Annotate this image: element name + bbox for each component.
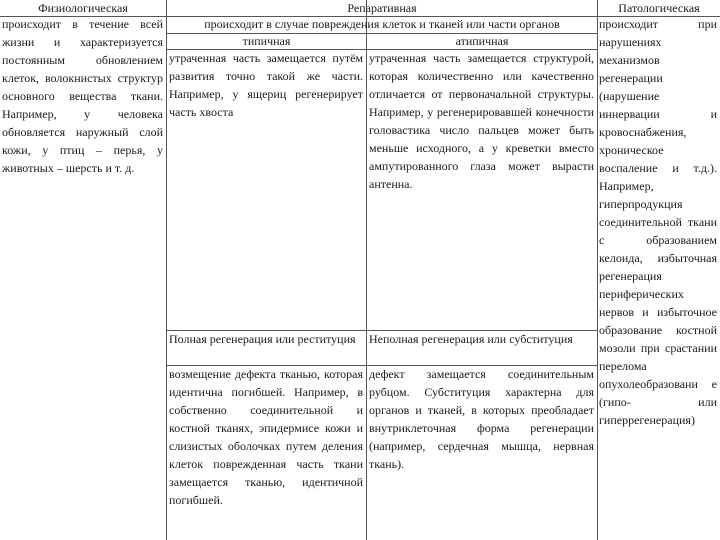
atypical-text: утраченная часть замещается структурой, которая количественно или качественно отличается от первоначальной структуры. Например, у регенерировавшей конечности головастика число пальцев может быть меньше исходного, а у креветки вместо ампутированного глаза может вырасти антенна. bbox=[369, 51, 594, 191]
physiological-text: происходит в течение всей жизни и характеризуется постоянным обновлением клеток, волокнистых структур основного вещества ткани. Например, у человека обновляется наружный слой кожи, у птиц – перья, у животных – шерсть и т. д. bbox=[2, 17, 163, 175]
grid-line bbox=[366, 0, 367, 540]
header-pathological: Патологическая bbox=[618, 1, 700, 15]
header-physiological: Физиологическая bbox=[38, 1, 128, 15]
reparative-definition: происходит в случае повреждения клеток и тканей или части органов bbox=[204, 17, 560, 31]
incomplete-regeneration-text: дефект замещается соединительным рубцом. Субституция характерна для органов и тканей, в которых преобладает внутриклеточная форма регенерации (например, сердечная мышца, нервная ткань). bbox=[369, 367, 594, 471]
grid-line bbox=[597, 0, 598, 540]
full-regeneration-title: Полная регенерация или реституция bbox=[169, 332, 356, 346]
typical-label: типичная bbox=[242, 34, 291, 48]
incomplete-regeneration-title: Неполная регенерация или субституция bbox=[369, 332, 573, 346]
pathological-text: происходит при нарушениях механизмов регенерации (нарушение иннервации и кровоснабжения, хроническое воспаление и т.д.). Например, гиперпродукция соединительной ткани с образованием келоида, избыточная регенерация периферических нервов и избыточное образование костной мозоли при срастании перелома опухолеобразовани е (гипо- или гиперрегенерация) bbox=[599, 17, 717, 427]
header-reparative: Репаративная bbox=[347, 1, 417, 15]
full-regeneration-text: возмещение дефекта тканью, которая идентична погибшей. Например, в собственно соединительной и костной тканях, эпидермисе кожи и слизистых оболочках путем деления клеток поврежденная часть ткани замещается тканью, идентичной погибшей. bbox=[169, 367, 363, 507]
typical-text: утраченная часть замещается путём развития точно такой же части. Например, у ящериц регенерирует часть хвоста bbox=[169, 51, 363, 119]
atypical-label: атипичная bbox=[455, 34, 509, 48]
grid-line bbox=[166, 0, 167, 540]
